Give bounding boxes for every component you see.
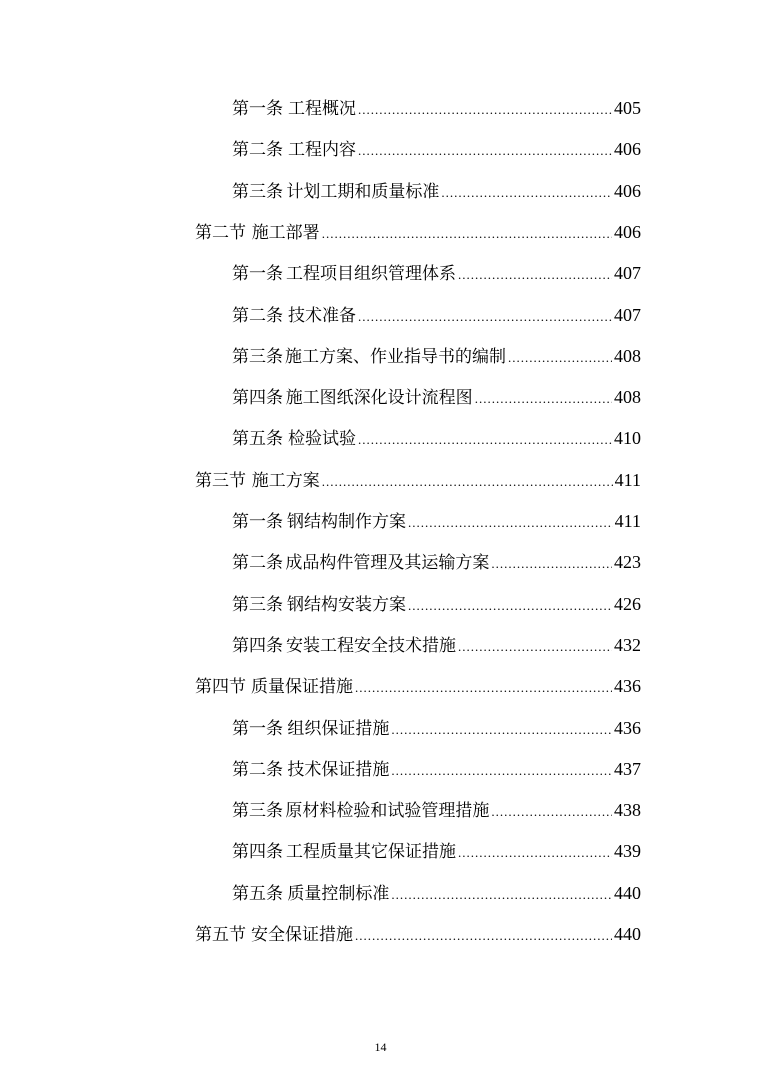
toc-entry-title: 质量控制标准 [287,883,390,904]
toc-entry-number: 第一条 [232,512,283,532]
toc-entry[interactable] [195,214,641,250]
toc-entry-number: 第四条 [232,635,283,656]
toc-entry[interactable] [195,462,641,498]
toc-entry-title: 工程质量其它保证措施 [286,842,457,863]
dot-leader [322,216,612,252]
toc-entry[interactable] [232,131,641,167]
dot-leader [391,712,612,748]
toc-entry-number: 第三条 [232,346,283,367]
toc-entry-number: 第五条 [232,883,283,904]
toc-entry[interactable] [232,792,641,828]
toc-entry[interactable] [232,420,641,456]
dot-leader [391,877,612,913]
toc-entry-page: 407 [614,304,641,325]
toc-entry-page: 423 [614,552,641,573]
dot-leader [458,257,612,293]
toc-entry-page: 405 [614,98,641,118]
page-number: 14 [374,1040,387,1054]
toc-entry[interactable] [232,90,641,126]
toc-entry-title: 安全保证措施 [251,925,354,945]
toc-entry-title: 施工图纸深化设计流程图 [285,388,473,409]
dot-leader [441,175,612,211]
toc-entry-title: 钢结构制作方案 [287,512,407,532]
dot-leader [358,92,612,128]
toc-entry-title: 检验试验 [287,429,356,450]
dot-leader [358,422,612,458]
dot-leader [491,546,612,582]
dot-leader [355,670,612,706]
toc-entry[interactable] [232,875,641,911]
dot-leader [391,753,612,789]
toc-entry-number: 第二条 [232,305,283,326]
toc-entry-number: 第五条 [232,429,283,450]
toc-entry-page: 406 [614,139,641,160]
toc-entry[interactable] [232,627,641,663]
toc-entry-number: 第三条 [232,594,283,615]
toc-entry-number: 第一条 [232,718,283,739]
dot-leader [458,629,612,665]
toc-entry[interactable] [232,544,641,580]
toc-entry-title: 工程概况 [287,99,356,119]
toc-entry[interactable] [232,586,641,622]
toc-entry-title: 质量保证措施 [251,677,354,698]
toc-entry-number: 第三条 [232,181,283,202]
toc-entry[interactable] [232,833,641,869]
toc-entry-title: 成品构件管理及其运输方案 [285,553,490,574]
toc-entry-title: 工程内容 [287,140,356,161]
toc-entry-page: 406 [614,180,641,201]
toc-entry[interactable] [195,668,641,704]
toc-entry-number: 第一条 [232,264,283,285]
toc-entry-title: 原材料检验和试验管理措施 [285,801,490,822]
toc-entry-page: 432 [614,634,641,655]
dot-leader [491,794,612,830]
toc-entry-page: 408 [614,387,641,408]
toc-entry[interactable] [232,710,641,746]
toc-entry-number: 第三节 [195,470,246,491]
toc-entry-number: 第三条 [232,801,283,822]
dot-leader [458,835,612,871]
toc-entry-number: 第二条 [232,759,283,780]
toc-entry-page: 436 [614,717,641,738]
toc-entry-title: 施工方案 [251,470,320,491]
toc-entry-title: 安装工程安全技术措施 [286,635,457,656]
toc-entry-title: 技术准备 [287,305,356,326]
toc-entry[interactable] [232,379,641,415]
toc-entry-page: 407 [614,263,641,284]
toc-entry-number: 第二节 [195,222,246,243]
toc-entry-title: 施工方案、作业指导书的编制 [285,346,507,367]
toc-entry-number: 第五节 [195,925,246,945]
toc-entry-page: 426 [614,593,641,614]
toc-entry-page: 437 [614,758,641,779]
toc-entry-page: 439 [614,841,641,862]
dot-leader [408,588,612,624]
toc-entry-title: 工程项目组织管理体系 [286,264,457,285]
toc-entry-title: 组织保证措施 [287,718,390,739]
toc-entry[interactable] [195,916,641,952]
toc-entry-page: 410 [614,428,641,449]
toc-entry[interactable] [232,297,641,333]
toc-entry-number: 第四节 [195,677,246,698]
dot-leader [358,133,612,169]
toc-entry-number: 第四条 [232,842,283,863]
dot-leader [408,505,613,541]
toc-entry-title: 钢结构安装方案 [287,594,406,615]
toc-entry-number: 第二条 [232,553,283,574]
dot-leader [355,918,612,954]
toc-entry-page: 438 [614,800,641,821]
toc-entry-title: 计划工期和质量标准 [286,181,440,202]
dot-leader [322,464,613,500]
toc-entry[interactable] [232,173,641,209]
toc-entry-title: 技术保证措施 [287,759,390,780]
toc-entry-number: 第二条 [232,140,283,161]
toc-entry[interactable] [232,255,641,291]
toc-entry-page: 440 [614,924,641,944]
toc-entry[interactable] [232,338,641,374]
toc-entry[interactable] [232,751,641,787]
toc-entry[interactable] [232,503,641,539]
toc-entry-page: 406 [614,221,641,242]
toc-entry-page: 411 [614,469,641,490]
dot-leader [358,299,612,335]
toc-entry-page: 408 [614,345,641,366]
toc-entry-number: 第四条 [232,388,283,409]
toc-entry-page: 411 [614,511,641,531]
dot-leader [508,340,612,376]
toc-entry-title: 施工部署 [251,222,320,243]
toc-entry-page: 440 [614,882,641,903]
toc-entry-page: 436 [614,676,641,697]
dot-leader [475,381,612,417]
toc-entry-number: 第一条 [232,99,283,119]
